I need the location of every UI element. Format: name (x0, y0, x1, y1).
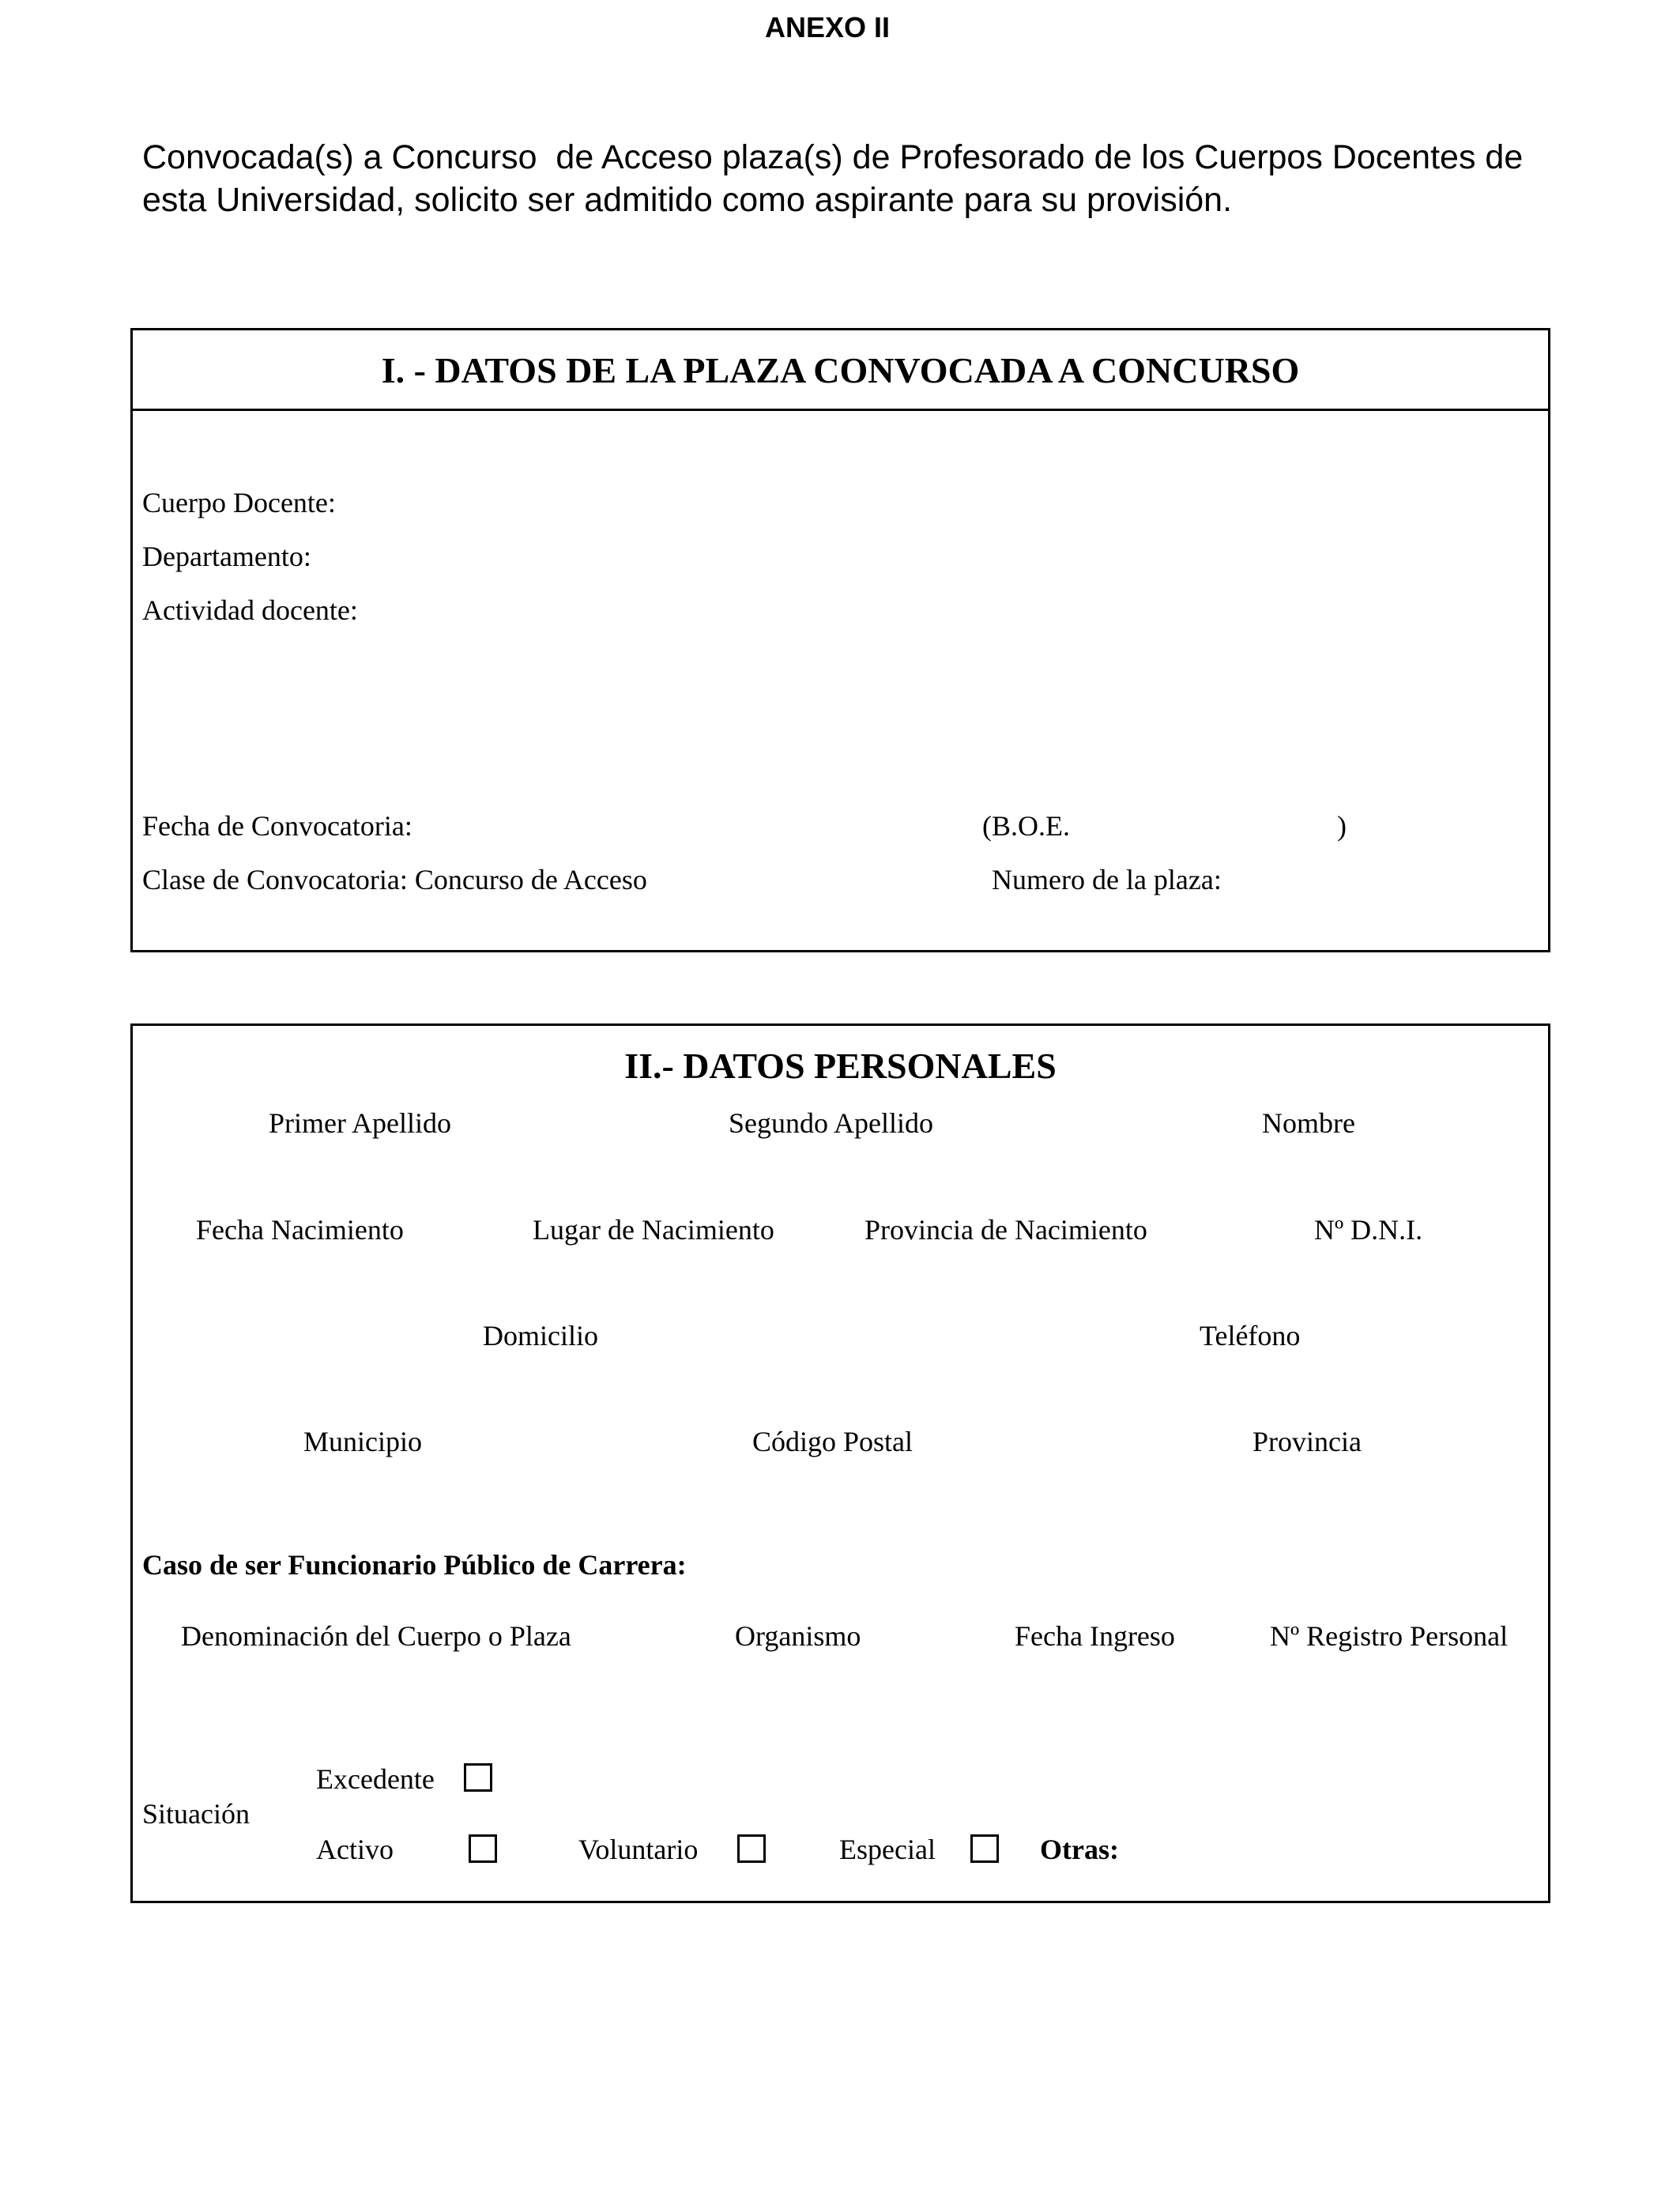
activo-label: Activo (316, 1834, 394, 1865)
fecha-nacimiento-label: Fecha Nacimiento (196, 1214, 404, 1246)
intro-text-line-1: Convocada(s) a Concurso de Acceso plaza(s) de Profesorado de los Cuerpos Docentes de (142, 138, 1524, 176)
boe-label: (B.O.E. (982, 810, 1070, 842)
section-plaza-box (130, 328, 1550, 952)
telefono-label: Teléfono (1200, 1320, 1301, 1351)
voluntario-checkbox[interactable] (737, 1834, 766, 1863)
excedente-label: Excedente (316, 1763, 435, 1795)
denominacion-label: Denominación del Cuerpo o Plaza (181, 1620, 571, 1652)
provincia-nacimiento-label: Provincia de Nacimiento (864, 1214, 1147, 1246)
especial-checkbox[interactable] (970, 1834, 999, 1863)
fecha-ingreso-label: Fecha Ingreso (1015, 1620, 1175, 1652)
codigo-postal-label: Código Postal (752, 1426, 913, 1457)
primer-apellido-label: Primer Apellido (269, 1107, 451, 1139)
departamento-label: Departamento: (142, 541, 311, 572)
especial-label: Especial (839, 1834, 936, 1865)
nombre-label: Nombre (1262, 1107, 1355, 1139)
intro-text-line-2: esta Universidad, solicito ser admitido como aspirante para su provisión. (142, 181, 1233, 219)
fecha-convocatoria-label: Fecha de Convocatoria: (142, 810, 412, 842)
page-title: ANEXO II (765, 11, 891, 43)
municipio-label: Municipio (303, 1426, 422, 1457)
voluntario-label: Voluntario (578, 1834, 699, 1865)
otras-label: Otras: (1040, 1834, 1119, 1865)
dni-label: Nº D.N.I. (1314, 1214, 1423, 1246)
cuerpo-docente-label: Cuerpo Docente: (142, 487, 336, 518)
section-personales-title: II.- DATOS PERSONALES (624, 1046, 1057, 1086)
excedente-checkbox[interactable] (464, 1763, 492, 1792)
lugar-nacimiento-label: Lugar de Nacimiento (533, 1214, 774, 1246)
activo-checkbox[interactable] (469, 1834, 497, 1863)
funcionario-heading: Caso de ser Funcionario Público de Carrera: (142, 1549, 687, 1581)
clase-convocatoria-label: Clase de Convocatoria: Concurso de Acceso (142, 864, 647, 895)
section-plaza-title: I. - DATOS DE LA PLAZA CONVOCADA A CONCURSO (381, 350, 1300, 390)
provincia-label: Provincia (1252, 1426, 1362, 1457)
domicilio-label: Domicilio (483, 1320, 598, 1351)
segundo-apellido-label: Segundo Apellido (729, 1107, 933, 1139)
situacion-label: Situación (142, 1798, 250, 1830)
registro-personal-label: Nº Registro Personal (1270, 1620, 1509, 1652)
organismo-label: Organismo (735, 1620, 861, 1652)
numero-plaza-label: Numero de la plaza: (992, 864, 1222, 895)
boe-close-paren: ) (1337, 810, 1347, 842)
actividad-docente-label: Actividad docente: (142, 594, 358, 626)
section-plaza-divider (130, 409, 1550, 411)
